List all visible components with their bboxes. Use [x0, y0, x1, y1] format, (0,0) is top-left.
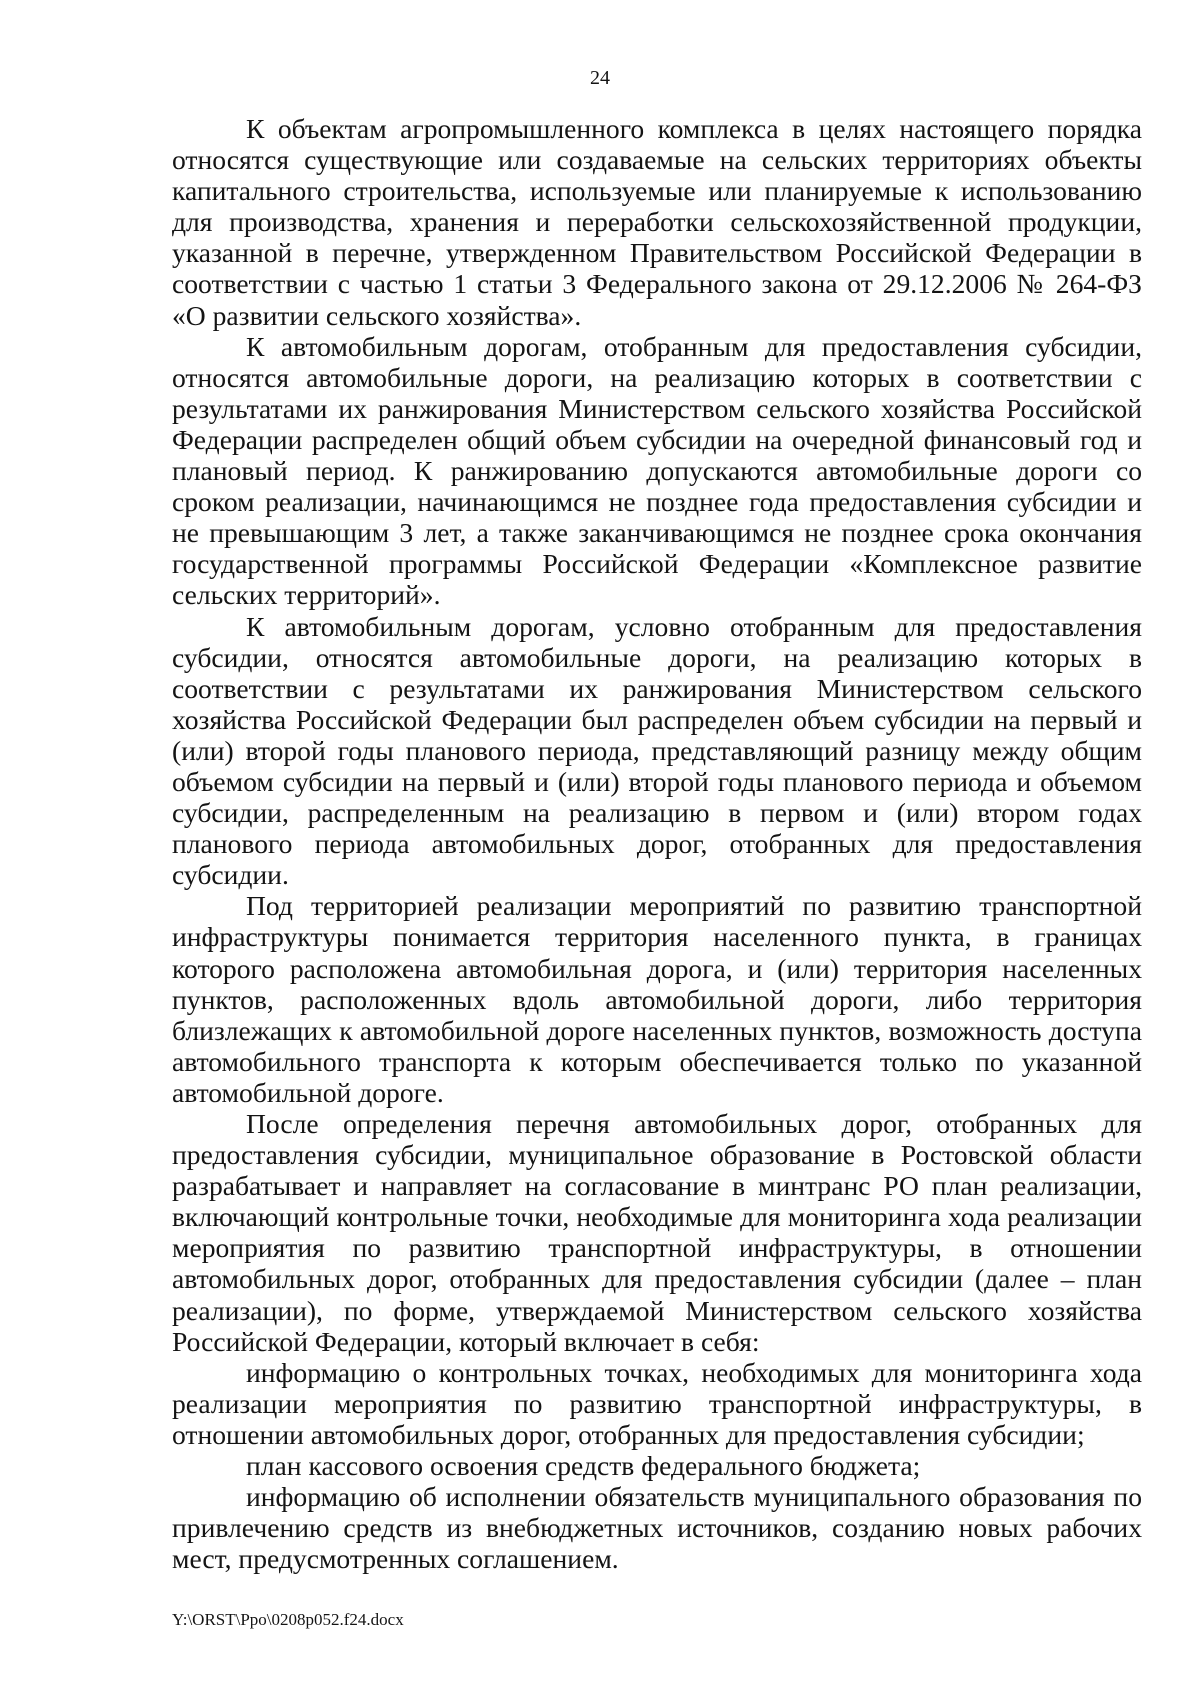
paragraph-plan-item-obligations: информацию об исполнении обязательств муниципального образования по привлечению средств из внебюджетных источников, созданию новых рабочих мест, предусмотренных соглашением.	[172, 1481, 1142, 1575]
paragraph-plan-item-cash-plan: план кассового освоения средств федерального бюджета;	[246, 1450, 921, 1482]
paragraph-implementation-plan: После определения перечня автомобильных дорог, отобранных для предоставления субсидии, муниципальное образование в Ростовской области разрабатывает и направляет на согласование в минтранс РО план реализации, включающий контрольные точки, необходимые для мониторинга хода реализации мероприятия по развитию транспортной инфраструктуры, в отношении автомобильных дорог, отобранных для предоставления субсидии (далее – план реализации), по форме, утверждаемой Министерством сельского хозяйства Российской Федерации, который включает в себя:	[172, 1108, 1142, 1357]
paragraph-plan-item-control-points: информацию о контрольных точках, необходимых для мониторинга хода реализации мероприятия по развитию транспортной инфраструктуры, в отношении автомобильных дорог, отобранных для предоставления субсидии;	[172, 1356, 1142, 1450]
paragraph-selected-roads: К автомобильным дорогам, отобранным для предоставления субсидии, относятся автомобильные дороги, на реализацию которых в соответствии с результатами их ранжирования Министерством сельского хозяйства Российской Федерации распределен общий объем субсидии на очередной финансовый год и плановый период. К ранжированию допускаются автомобильные дороги со сроком реализации, начинающимся не позднее года предоставления субсидии и не превышающим 3 лет, а также заканчивающимся не позднее срока окончания государственной программы Российской Федерации «Комплексное развитие сельских территорий».	[172, 330, 1142, 611]
document-body	[172, 113, 1142, 1574]
footer-file-path: Y:\ORST\Ppo\0208p052.f24.docx	[172, 1610, 404, 1629]
paragraph-agro-objects: К объектам агропромышленного комплекса в целях настоящего порядка относятся существующие или создаваемые на сельских территориях объекты капитального строительства, используемые или планируемые к использованию для производства, хранения и переработки сельскохозяйственной продукции, указанной в перечне, утвержденном Правительством Российской Федерации в соответствии с частью 1 статьи 3 Федерального закона от 29.12.2006 № 264-ФЗ «О развитии сельского хозяйства».	[172, 113, 1142, 331]
page-number: 24	[590, 67, 610, 89]
paragraph-implementation-territory: Под территорией реализации мероприятий по развитию транспортной инфраструктуры понимается территория населенного пункта, в границах которого расположена автомобильная дорога, и (или) территория населенных пунктов, расположенных вдоль автомобильной дороги, либо территория близлежащих к автомобильной дороге населенных пунктов, возможность доступа автомобильного транспорта к которым обеспечивается только по указанной автомобильной дороге.	[172, 890, 1142, 1108]
paragraph-conditionally-selected-roads: К автомобильным дорогам, условно отобранным для предоставления субсидии, относятся автомобильные дороги, на реализацию которых в соответствии с результатами их ранжирования Министерством сельского хозяйства Российской Федерации был распределен объем субсидии на первый и (или) второй годы планового периода, представляющий разницу между общим объемом субсидии на первый и (или) второй годы планового периода и объемом субсидии, распределенным на реализацию в первом и (или) втором годах планового периода автомобильных дорог, отобранных для предоставления субсидии.	[172, 610, 1142, 891]
